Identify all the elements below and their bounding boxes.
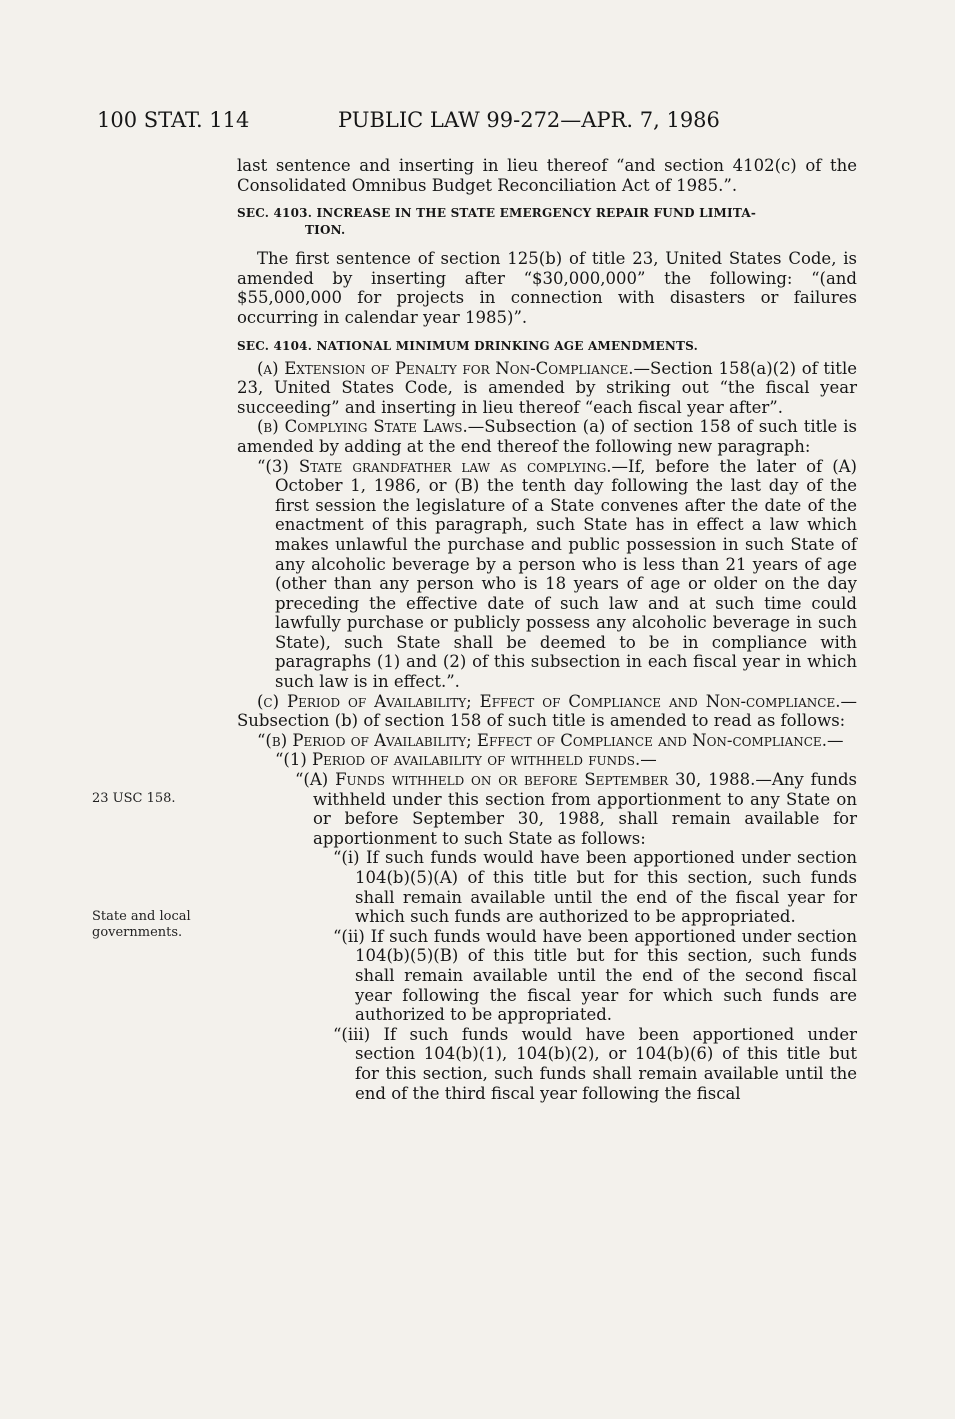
subsection-c [237, 692, 857, 731]
subsection-b-text: —Subsection (a) of section 158 of such title is amended by adding at the end thereof the following new paragraph: [237, 417, 857, 456]
main-text-column [237, 156, 857, 1103]
intro-paragraph: last sentence and inserting in lieu thereof “and section 4102(c) of the Consolidated Omnibus Budget Reconciliation Act of 1985.”. [237, 156, 857, 195]
subsection-c-heading: (c) Period of Availability; Effect of Compliance and Non-compliance. [257, 691, 841, 711]
subsection-b-heading: (b) Complying State Laws. [257, 417, 468, 437]
section-4103-text: The first sentence of section 125(b) of title 23, United States Code, is amended by inserting after “$30,000,000” the following: “(and $55,000,000 for projects in connection with disasters or failures occurring in calendar year 1985)”. [237, 249, 857, 327]
subsection-c-b [237, 731, 857, 751]
section-heading-line: SEC. 4103. INCREASE IN THE STATE EMERGENCY REPAIR FUND LIMITA- [237, 206, 757, 221]
paragraph-b3 [237, 457, 857, 692]
subparagraph-c-A-text: —Any funds withheld under this section from apportionment to any State on or before September 30, 1988, shall remain available for apportionment to such State as follows: [313, 770, 857, 848]
subparagraph-c-A [237, 770, 857, 848]
stat-page-reference: 100 STAT. 114 [97, 108, 250, 132]
margin-note-line: governments. [92, 925, 183, 940]
section-heading-line: TION. [305, 223, 346, 238]
subsection-a [237, 359, 857, 418]
section-4104-heading: SEC. 4104. NATIONAL MINIMUM DRINKING AGE AMENDMENTS. [237, 338, 699, 353]
section-4103-heading [237, 205, 857, 239]
margin-note-line: State and local [92, 909, 191, 924]
subparagraph-c-A-heading: “(A) Funds withheld on or before September 30, 1988. [295, 770, 756, 790]
subsection-b [237, 417, 857, 456]
subsection-c-text: —Subsection (b) of section 158 of such title is amended to read as follows: [237, 691, 857, 731]
paragraph-c-1 [237, 750, 857, 770]
subsection-c-b-text: — [826, 730, 844, 750]
subsection-c-b-heading: “(b) Period of Availability; Effect of Compliance and Non-compliance. [257, 730, 827, 750]
margin-note-usc-158: 23 USC 158. [92, 791, 176, 806]
margin-note-state-local [92, 909, 191, 941]
subsection-a-heading: (a) Extension of Penalty for Non-Compliance. [257, 358, 634, 378]
clause-ii: “(ii) If such funds would have been apportioned under section 104(b)(5)(B) of this title but for this section, such funds shall remain available until the end of the second fiscal year following the fiscal year for which such funds are authorized to be appropriated. [333, 926, 857, 1025]
subsection-a-text: —Section 158(a)(2) of title 23, United States Code, is amended by striking out “the fiscal year succeeding” and inserting in lieu thereof “each fiscal year after”. [237, 358, 857, 417]
clause-iii: “(iii) If such funds would have been apportioned under section 104(b)(1), 104(b)(2), or 104(b)(6) of this title but for this section, such funds shall remain available until the end of the third fiscal year following the fiscal [333, 1024, 857, 1103]
paragraph-c-1-heading: “(1) Period of availability of withheld funds. [275, 750, 641, 770]
paragraph-c-1-text: — [640, 750, 657, 770]
public-law-title: PUBLIC LAW 99-272—APR. 7, 1986 [338, 108, 720, 132]
paragraph-b3-heading: “(3) State grandfather law as complying. [257, 456, 612, 476]
clause-i: “(i) If such funds would have been apportioned under section 104(b)(5)(A) of this title but for this section, such funds shall remain available until the end of the fiscal year for which such funds are authorized to be appropriated. [333, 848, 857, 927]
paragraph-b3-text: —If, before the later of (A) October 1, 1986, or (B) the tenth day following the last day of the first session the legislature of a State convenes after the date of the enactment of this paragraph, such State has in effect a law which makes unlawful the purchase and public possession in such State of any alcoholic beverage by a person who is less than 21 years of age (other than any person who is 18 years of age or older on the day preceding the effective date of such law and at such time could lawfully purchase or publicly possess any alcoholic beverage in such State), such State shall be deemed to be in compliance with paragraphs (1) and (2) of this subsection in each fiscal year in which such law is in effect.”. [275, 456, 857, 692]
